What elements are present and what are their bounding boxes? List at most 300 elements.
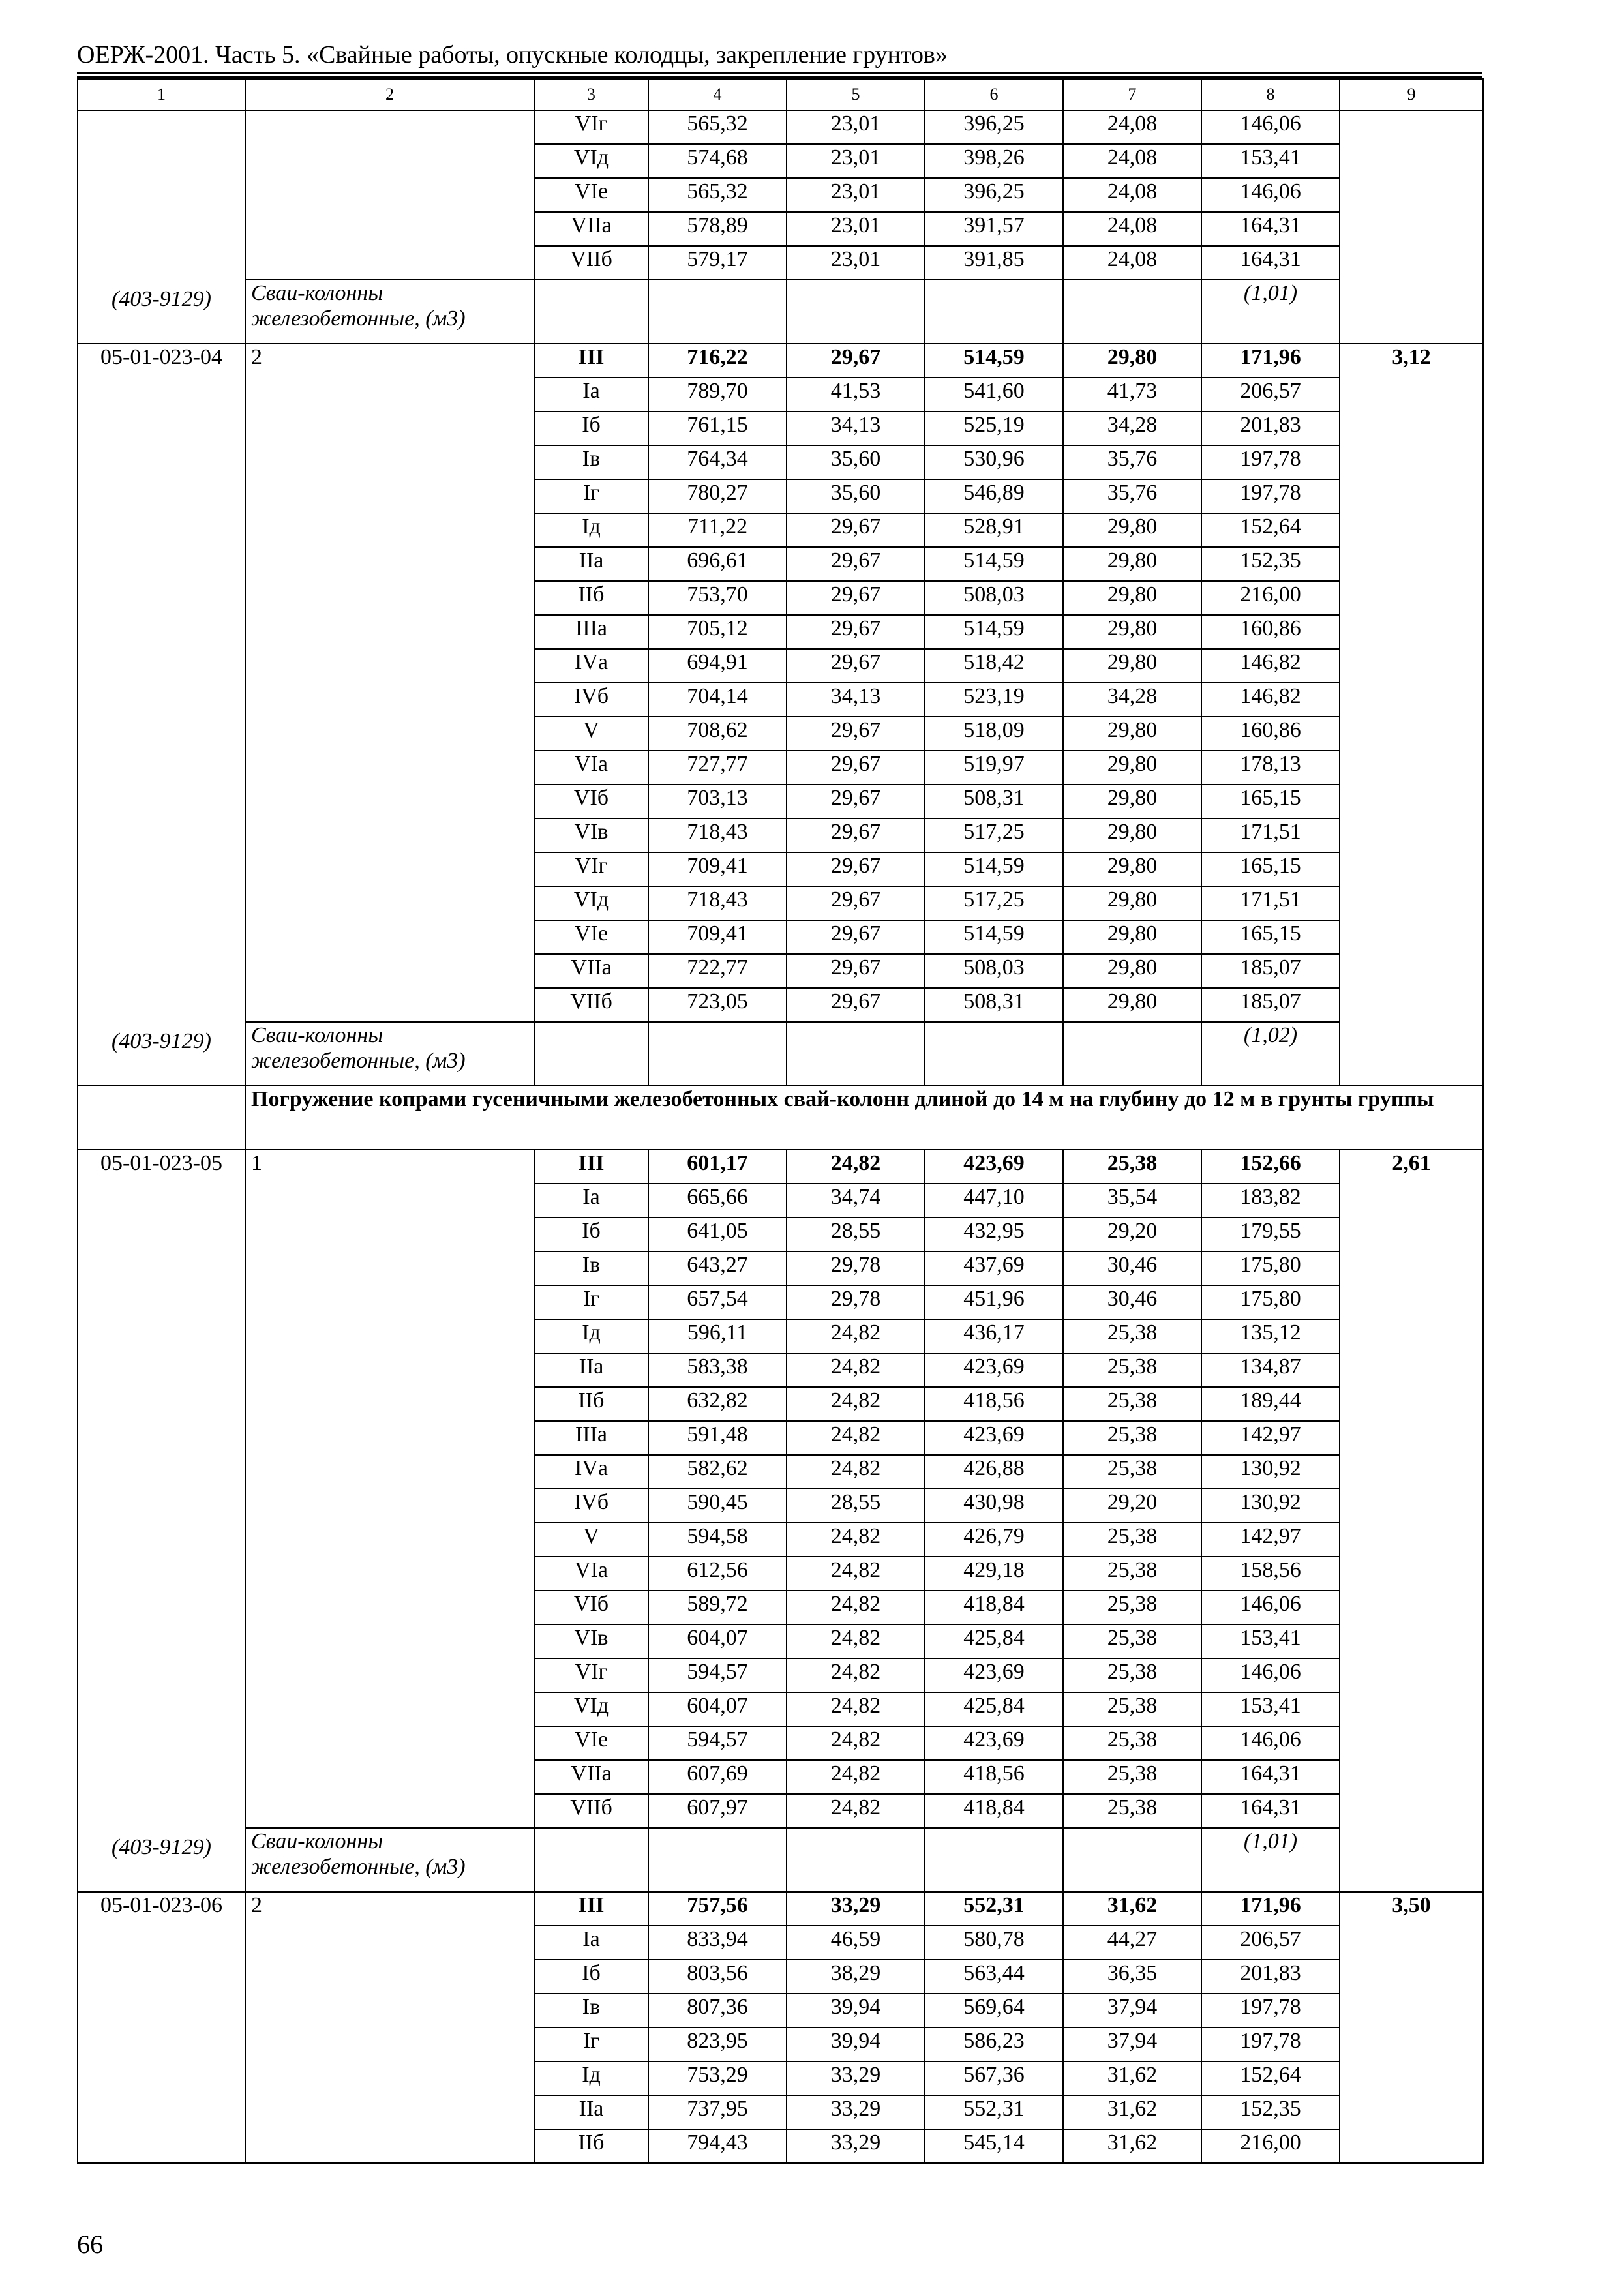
rate-code-cell [78, 1150, 245, 1892]
value-cell: 423,69 [925, 1150, 1063, 1184]
region-code: Iг [534, 2027, 648, 2061]
empty-cell [1063, 1828, 1201, 1892]
value-cell: 146,82 [1201, 683, 1340, 717]
region-code: Iг [534, 1285, 648, 1319]
value-cell: 24,82 [787, 1692, 925, 1726]
value-cell: 158,56 [1201, 1557, 1340, 1591]
value-cell: 753,70 [648, 581, 787, 615]
value-cell: 160,86 [1201, 717, 1340, 751]
value-cell: 823,95 [648, 2027, 787, 2061]
value-cell: 29,80 [1063, 649, 1201, 683]
region-code: IIа [534, 2095, 648, 2129]
value-cell: 718,43 [648, 818, 787, 852]
value-cell: 426,88 [925, 1455, 1063, 1489]
value-cell: 25,38 [1063, 1794, 1201, 1828]
value-cell: 164,31 [1201, 246, 1340, 280]
column-number: 8 [1201, 79, 1340, 110]
value-cell: 643,27 [648, 1251, 787, 1285]
rates-table [77, 78, 1484, 2164]
value-cell: 24,82 [787, 1658, 925, 1692]
value-cell: 37,94 [1063, 2027, 1201, 2061]
value-cell: 594,58 [648, 1523, 787, 1557]
coefficient-cell: 3,50 [1340, 1892, 1483, 2163]
value-cell: 29,67 [787, 954, 925, 988]
material-cell [245, 1828, 534, 1892]
value-cell: 391,85 [925, 246, 1063, 280]
value-cell: 25,38 [1063, 1760, 1201, 1794]
region-code: IIIа [534, 1421, 648, 1455]
value-cell: 152,35 [1201, 547, 1340, 581]
value-cell: 578,89 [648, 212, 787, 246]
value-cell: 29,80 [1063, 818, 1201, 852]
value-cell: 423,69 [925, 1421, 1063, 1455]
empty-cell [925, 1828, 1063, 1892]
value-cell: 727,77 [648, 751, 787, 785]
value-cell: 704,14 [648, 683, 787, 717]
material-value: (1,01) [1243, 1829, 1298, 1853]
value-cell: 29,80 [1063, 920, 1201, 954]
value-cell: 171,51 [1201, 818, 1340, 852]
value-cell: 29,67 [787, 717, 925, 751]
value-cell: 24,82 [787, 1557, 925, 1591]
value-cell: 429,18 [925, 1557, 1063, 1591]
value-cell: 24,82 [787, 1455, 925, 1489]
value-cell: 29,80 [1063, 615, 1201, 649]
column-number: 9 [1340, 79, 1483, 110]
value-cell: 530,96 [925, 445, 1063, 479]
region-code: VIд [534, 1692, 648, 1726]
value-cell: 641,05 [648, 1218, 787, 1251]
reference-code: (403-9129) [112, 286, 211, 311]
material-cell [245, 280, 534, 344]
empty-cell [648, 1828, 787, 1892]
value-cell: 665,66 [648, 1184, 787, 1218]
value-cell: 29,67 [787, 751, 925, 785]
soil-group: 2 [251, 345, 262, 369]
value-cell: 152,64 [1201, 513, 1340, 547]
value-cell: 35,60 [787, 445, 925, 479]
value-cell: 29,67 [787, 581, 925, 615]
material-value: (1,02) [1243, 1023, 1298, 1047]
value-cell: 33,29 [787, 2061, 925, 2095]
value-cell: 29,80 [1063, 513, 1201, 547]
value-cell: 514,59 [925, 615, 1063, 649]
value-cell: 594,57 [648, 1658, 787, 1692]
section-title-row [78, 1086, 1483, 1150]
value-cell: 612,56 [648, 1557, 787, 1591]
value-cell: 29,78 [787, 1251, 925, 1285]
value-cell: 165,15 [1201, 785, 1340, 818]
value-cell: 153,41 [1201, 1624, 1340, 1658]
value-cell: 25,38 [1063, 1319, 1201, 1353]
value-cell: 34,28 [1063, 411, 1201, 445]
value-cell: 764,34 [648, 445, 787, 479]
value-cell: 803,56 [648, 1960, 787, 1994]
value-cell: 33,29 [787, 1892, 925, 1926]
region-code: VIг [534, 110, 648, 144]
value-cell: 39,94 [787, 2027, 925, 2061]
value-cell: 38,29 [787, 1960, 925, 1994]
coefficient-cell: 2,61 [1340, 1150, 1483, 1892]
value-cell: 185,07 [1201, 988, 1340, 1022]
region-code: IIа [534, 1353, 648, 1387]
value-cell: 632,82 [648, 1387, 787, 1421]
empty-cell [925, 280, 1063, 344]
value-cell: 545,14 [925, 2129, 1063, 2163]
value-cell: 514,59 [925, 920, 1063, 954]
value-cell: 552,31 [925, 2095, 1063, 2129]
value-cell: 24,82 [787, 1760, 925, 1794]
value-cell: 171,51 [1201, 886, 1340, 920]
value-cell: 807,36 [648, 1994, 787, 2027]
value-cell: 146,06 [1201, 1726, 1340, 1760]
value-cell: 29,80 [1063, 547, 1201, 581]
value-cell: 25,38 [1063, 1421, 1201, 1455]
region-code: VIIа [534, 1760, 648, 1794]
value-cell: 44,27 [1063, 1926, 1201, 1960]
value-cell: 135,12 [1201, 1319, 1340, 1353]
value-cell: 590,45 [648, 1489, 787, 1523]
column-number: 2 [245, 79, 534, 110]
value-cell: 29,67 [787, 513, 925, 547]
column-number-row [78, 79, 1483, 110]
region-code: VIIб [534, 988, 648, 1022]
region-code: V [534, 717, 648, 751]
region-code: VIв [534, 1624, 648, 1658]
value-cell: 35,76 [1063, 479, 1201, 513]
region-code: Iа [534, 1184, 648, 1218]
value-cell: 31,62 [1063, 2061, 1201, 2095]
region-code: Iа [534, 1926, 648, 1960]
value-cell: 23,01 [787, 178, 925, 212]
value-cell: 586,23 [925, 2027, 1063, 2061]
region-code: VIв [534, 818, 648, 852]
material-consumption [1201, 1828, 1340, 1892]
material-name: Сваи-колонны железобетонные, (м3) [251, 1829, 466, 1879]
value-cell: 185,07 [1201, 954, 1340, 988]
region-code: VIа [534, 1557, 648, 1591]
value-cell: 694,91 [648, 649, 787, 683]
region-code: IVб [534, 1489, 648, 1523]
value-cell: 197,78 [1201, 445, 1340, 479]
value-cell: 518,09 [925, 717, 1063, 751]
value-cell: 451,96 [925, 1285, 1063, 1319]
section-title: Погружение копрами гусеничными железобетонных свай-колонн длиной до 14 м на глубину до 12 м в грунты группы [245, 1086, 1483, 1150]
value-cell: 24,82 [787, 1591, 925, 1624]
value-cell: 23,01 [787, 110, 925, 144]
value-cell: 165,15 [1201, 852, 1340, 886]
region-code: VIг [534, 852, 648, 886]
value-cell: 703,13 [648, 785, 787, 818]
header-rule-thin [77, 76, 1482, 78]
value-cell: 160,86 [1201, 615, 1340, 649]
region-code: III [534, 344, 648, 378]
value-cell: 29,80 [1063, 954, 1201, 988]
value-cell: 29,67 [787, 886, 925, 920]
table-row [78, 344, 1483, 378]
value-cell: 206,57 [1201, 1926, 1340, 1960]
column-number: 4 [648, 79, 787, 110]
value-cell: 711,22 [648, 513, 787, 547]
region-code: VIа [534, 751, 648, 785]
value-cell: 546,89 [925, 479, 1063, 513]
value-cell: 596,11 [648, 1319, 787, 1353]
value-cell: 718,43 [648, 886, 787, 920]
value-cell: 179,55 [1201, 1218, 1340, 1251]
table-row [78, 1892, 1483, 1926]
value-cell: 425,84 [925, 1624, 1063, 1658]
value-cell: 153,41 [1201, 144, 1340, 178]
value-cell: 33,29 [787, 2129, 925, 2163]
empty-cell [787, 1828, 925, 1892]
value-cell: 37,94 [1063, 1994, 1201, 2027]
table-row [78, 1150, 1483, 1184]
empty-cell [78, 1086, 245, 1150]
empty-cell [648, 1022, 787, 1086]
value-cell: 29,20 [1063, 1218, 1201, 1251]
value-cell: 201,83 [1201, 1960, 1340, 1994]
value-cell: 23,01 [787, 246, 925, 280]
value-cell: 708,62 [648, 717, 787, 751]
value-cell: 569,64 [925, 1994, 1063, 2027]
value-cell: 24,08 [1063, 212, 1201, 246]
value-cell: 789,70 [648, 378, 787, 411]
empty-cell [534, 1828, 648, 1892]
value-cell: 391,57 [925, 212, 1063, 246]
value-cell: 580,78 [925, 1926, 1063, 1960]
value-cell: 418,56 [925, 1760, 1063, 1794]
value-cell: 146,82 [1201, 649, 1340, 683]
empty-cell [1063, 1022, 1201, 1086]
region-code: V [534, 1523, 648, 1557]
value-cell: 164,31 [1201, 1794, 1340, 1828]
value-cell: 430,98 [925, 1489, 1063, 1523]
value-cell: 35,76 [1063, 445, 1201, 479]
column-number: 5 [787, 79, 925, 110]
value-cell: 514,59 [925, 547, 1063, 581]
value-cell: 423,69 [925, 1658, 1063, 1692]
value-cell: 30,46 [1063, 1251, 1201, 1285]
material-name: Сваи-колонны железобетонные, (м3) [251, 281, 466, 331]
value-cell: 29,80 [1063, 344, 1201, 378]
value-cell: 396,25 [925, 110, 1063, 144]
value-cell: 34,28 [1063, 683, 1201, 717]
value-cell: 437,69 [925, 1251, 1063, 1285]
value-cell: 25,38 [1063, 1692, 1201, 1726]
value-cell: 29,78 [787, 1285, 925, 1319]
value-cell: 29,67 [787, 547, 925, 581]
value-cell: 189,44 [1201, 1387, 1340, 1421]
region-code: Iб [534, 411, 648, 445]
value-cell: 607,69 [648, 1760, 787, 1794]
region-code: IVб [534, 683, 648, 717]
empty-cell [787, 280, 925, 344]
value-cell: 423,69 [925, 1353, 1063, 1387]
reference-code: (403-9129) [112, 1834, 211, 1859]
value-cell: 525,19 [925, 411, 1063, 445]
value-cell: 29,67 [787, 344, 925, 378]
region-code: III [534, 1892, 648, 1926]
value-cell: 175,80 [1201, 1251, 1340, 1285]
value-cell: 25,38 [1063, 1523, 1201, 1557]
value-cell: 29,80 [1063, 988, 1201, 1022]
column-number: 1 [78, 79, 245, 110]
value-cell: 579,17 [648, 246, 787, 280]
value-cell: 418,84 [925, 1794, 1063, 1828]
value-cell: 436,17 [925, 1319, 1063, 1353]
value-cell: 517,25 [925, 818, 1063, 852]
value-cell: 24,82 [787, 1387, 925, 1421]
rate-code-cell [78, 344, 245, 1086]
value-cell: 197,78 [1201, 479, 1340, 513]
value-cell: 165,15 [1201, 920, 1340, 954]
value-cell: 24,08 [1063, 144, 1201, 178]
value-cell: 31,62 [1063, 2129, 1201, 2163]
value-cell: 25,38 [1063, 1150, 1201, 1184]
value-cell: 216,00 [1201, 2129, 1340, 2163]
value-cell: 604,07 [648, 1692, 787, 1726]
value-cell: 152,35 [1201, 2095, 1340, 2129]
value-cell: 25,38 [1063, 1557, 1201, 1591]
value-cell: 757,56 [648, 1892, 787, 1926]
value-cell: 197,78 [1201, 1994, 1340, 2027]
value-cell: 130,92 [1201, 1455, 1340, 1489]
region-code: IIIа [534, 615, 648, 649]
region-code: VIд [534, 144, 648, 178]
value-cell: 583,38 [648, 1353, 787, 1387]
value-cell: 589,72 [648, 1591, 787, 1624]
region-code: IIб [534, 581, 648, 615]
value-cell: 35,60 [787, 479, 925, 513]
value-cell: 517,25 [925, 886, 1063, 920]
value-cell: 514,59 [925, 852, 1063, 886]
value-cell: 164,31 [1201, 1760, 1340, 1794]
material-row [78, 1828, 1483, 1892]
region-code: Iв [534, 1994, 648, 2027]
value-cell: 24,82 [787, 1726, 925, 1760]
rate-code-cell [78, 110, 245, 344]
empty-cell [534, 280, 648, 344]
value-cell: 216,00 [1201, 581, 1340, 615]
value-cell: 29,67 [787, 988, 925, 1022]
value-cell: 794,43 [648, 2129, 787, 2163]
value-cell: 23,01 [787, 212, 925, 246]
value-cell: 567,36 [925, 2061, 1063, 2095]
value-cell: 206,57 [1201, 378, 1340, 411]
region-code: Iд [534, 513, 648, 547]
value-cell: 152,64 [1201, 2061, 1340, 2095]
region-code: Iг [534, 479, 648, 513]
value-cell: 24,82 [787, 1150, 925, 1184]
value-cell: 716,22 [648, 344, 787, 378]
value-cell: 723,05 [648, 988, 787, 1022]
value-cell: 552,31 [925, 1892, 1063, 1926]
value-cell: 24,82 [787, 1319, 925, 1353]
value-cell: 565,32 [648, 110, 787, 144]
value-cell: 33,29 [787, 2095, 925, 2129]
region-code: Iв [534, 1251, 648, 1285]
value-cell: 34,13 [787, 411, 925, 445]
value-cell: 41,53 [787, 378, 925, 411]
value-cell: 25,38 [1063, 1353, 1201, 1387]
value-cell: 423,69 [925, 1726, 1063, 1760]
soil-group-cell [245, 344, 534, 1022]
region-code: VIб [534, 785, 648, 818]
value-cell: 24,82 [787, 1523, 925, 1557]
value-cell: 607,97 [648, 1794, 787, 1828]
region-code: VIIа [534, 954, 648, 988]
value-cell: 171,96 [1201, 344, 1340, 378]
value-cell: 24,82 [787, 1624, 925, 1658]
value-cell: 418,56 [925, 1387, 1063, 1421]
value-cell: 761,15 [648, 411, 787, 445]
region-code: IIб [534, 2129, 648, 2163]
soil-group: 1 [251, 1151, 262, 1175]
value-cell: 574,68 [648, 144, 787, 178]
region-code: VIIб [534, 246, 648, 280]
value-cell: 722,77 [648, 954, 787, 988]
value-cell: 25,38 [1063, 1624, 1201, 1658]
rate-code: 05-01-023-04 [100, 345, 222, 369]
value-cell: 24,08 [1063, 246, 1201, 280]
value-cell: 25,38 [1063, 1455, 1201, 1489]
value-cell: 508,03 [925, 954, 1063, 988]
value-cell: 29,80 [1063, 751, 1201, 785]
value-cell: 142,97 [1201, 1421, 1340, 1455]
soil-group-cell [245, 1150, 534, 1828]
value-cell: 41,73 [1063, 378, 1201, 411]
empty-cell [925, 1022, 1063, 1086]
value-cell: 25,38 [1063, 1387, 1201, 1421]
material-value: (1,01) [1243, 281, 1298, 305]
value-cell: 508,31 [925, 988, 1063, 1022]
value-cell: 146,06 [1201, 110, 1340, 144]
value-cell: 29,67 [787, 649, 925, 683]
region-code: Iв [534, 445, 648, 479]
value-cell: 146,06 [1201, 1658, 1340, 1692]
empty-cell [648, 280, 787, 344]
rate-code: 05-01-023-06 [100, 1893, 222, 1917]
value-cell: 164,31 [1201, 212, 1340, 246]
empty-cell [534, 1022, 648, 1086]
region-code: VIIа [534, 212, 648, 246]
value-cell: 780,27 [648, 479, 787, 513]
reference-code: (403-9129) [112, 1028, 211, 1053]
soil-group: 2 [251, 1893, 262, 1917]
value-cell: 565,32 [648, 178, 787, 212]
material-name: Сваи-колонны железобетонные, (м3) [251, 1023, 466, 1073]
value-cell: 171,96 [1201, 1892, 1340, 1926]
value-cell: 398,26 [925, 144, 1063, 178]
region-code: Iб [534, 1960, 648, 1994]
value-cell: 28,55 [787, 1218, 925, 1251]
header-rule [77, 72, 1482, 74]
material-consumption [1201, 1022, 1340, 1086]
value-cell: 25,38 [1063, 1591, 1201, 1624]
value-cell: 604,07 [648, 1624, 787, 1658]
value-cell: 134,87 [1201, 1353, 1340, 1387]
value-cell: 29,20 [1063, 1489, 1201, 1523]
material-consumption [1201, 280, 1340, 344]
value-cell: 183,82 [1201, 1184, 1340, 1218]
coefficient-cell [1340, 110, 1483, 344]
value-cell: 142,97 [1201, 1523, 1340, 1557]
value-cell: 563,44 [925, 1960, 1063, 1994]
value-cell: 34,13 [787, 683, 925, 717]
value-cell: 29,67 [787, 615, 925, 649]
value-cell: 426,79 [925, 1523, 1063, 1557]
value-cell: 833,94 [648, 1926, 787, 1960]
